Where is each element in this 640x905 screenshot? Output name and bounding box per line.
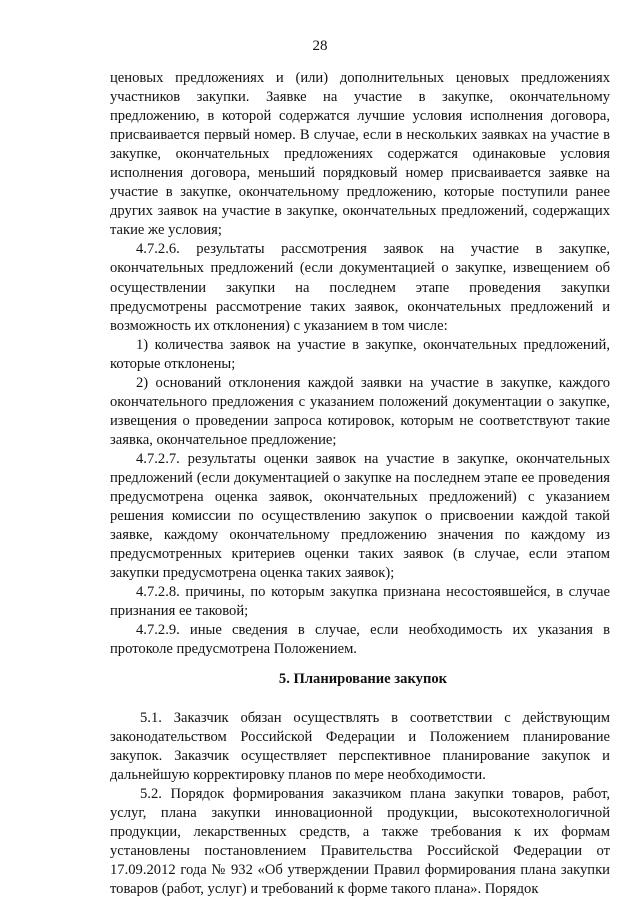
paragraph-4-7-2-9: 4.7.2.9. иные сведения в случае, если необходимость их указания в протоколе предусмотрена Положением.	[110, 622, 610, 658]
document-body	[110, 69, 610, 899]
paragraph-4-7-2-8: 4.7.2.8. причины, по которым закупка признана несостоявшейся, в случае признания ее таковой;	[110, 584, 610, 620]
paragraph-4-7-2-6: 4.7.2.6. результаты рассмотрения заявок на участие в закупке, окончательных предложений (если документацией о закупке, извещением об осуществлении закупки на последнем этапе проведения закупки предусмотрены рассмотрение таких заявок, окончательных предложений и возможность их отклонения) с указанием в том числе:	[110, 241, 610, 334]
list-item-1: 1) количества заявок на участие в закупке, окончательных предложений, которые отклонены;	[110, 336, 610, 372]
page-number: 28	[312, 38, 328, 54]
list-item-2: 2) оснований отклонения каждой заявки на участие в закупке, каждого окончательного предложения с указанием положений документации о закупке, извещения о проведении запроса котировок, которым не соответствуют такие заявка, окончательное предложение;	[110, 374, 610, 448]
section-heading: 5. Планирование закупок	[278, 671, 448, 688]
paragraph-5-1: 5.1. Заказчик обязан осуществлять в соответствии с действующим законодательством Российской Федерации и Положением планирование закупок. Заказчик осуществляет перспективное планирование закупок и дальнейшую корректировку планов по мере необходимости.	[110, 709, 610, 783]
paragraph-5-2: 5.2. Порядок формирования заказчиком плана закупки товаров, работ, услуг, плана закупки инновационной продукции, высокотехнологичной продукции, лекарственных средств, а также требования к их формам установлены постановлением Правительства Российской Федерации от 17.09.2012 года № 932 «Об утверждении Правил формирования плана закупки товаров (работ, услуг) и требований к форме такого плана». Порядок	[110, 785, 610, 897]
paragraph-4-7-2-5-continued: ценовых предложениях и (или) дополнительных ценовых предложениях участников закупки. Заявке на участие в закупке, окончательному предложению, в которой содержатся лучшие условия исполнения договора, присваивается первый номер. В случае, если в нескольких заявках на участие в закупке, окончательных предложениях содержатся одинаковые условия исполнения договора, меньший порядковый номер присваивается заявке на участие в закупке, окончательному предложению, которые поступили ранее других заявок на участие в закупке, окончательных предложений, содержащих такие же условия;	[110, 70, 610, 239]
paragraph-4-7-2-7: 4.7.2.7. результаты оценки заявок на участие в закупке, окончательных предложений (если документацией о закупке на последнем этапе ее проведения предусмотрена оценка заявок, окончательных предложений) с указанием решения комиссии по осуществлению закупок о присвоении каждой такой заявке, каждому окончательному предложению значения по каждому из предусмотренных критериев оценки таких заявок (в случае, если этапом закупки предусмотрена оценка таких заявок);	[110, 450, 610, 582]
